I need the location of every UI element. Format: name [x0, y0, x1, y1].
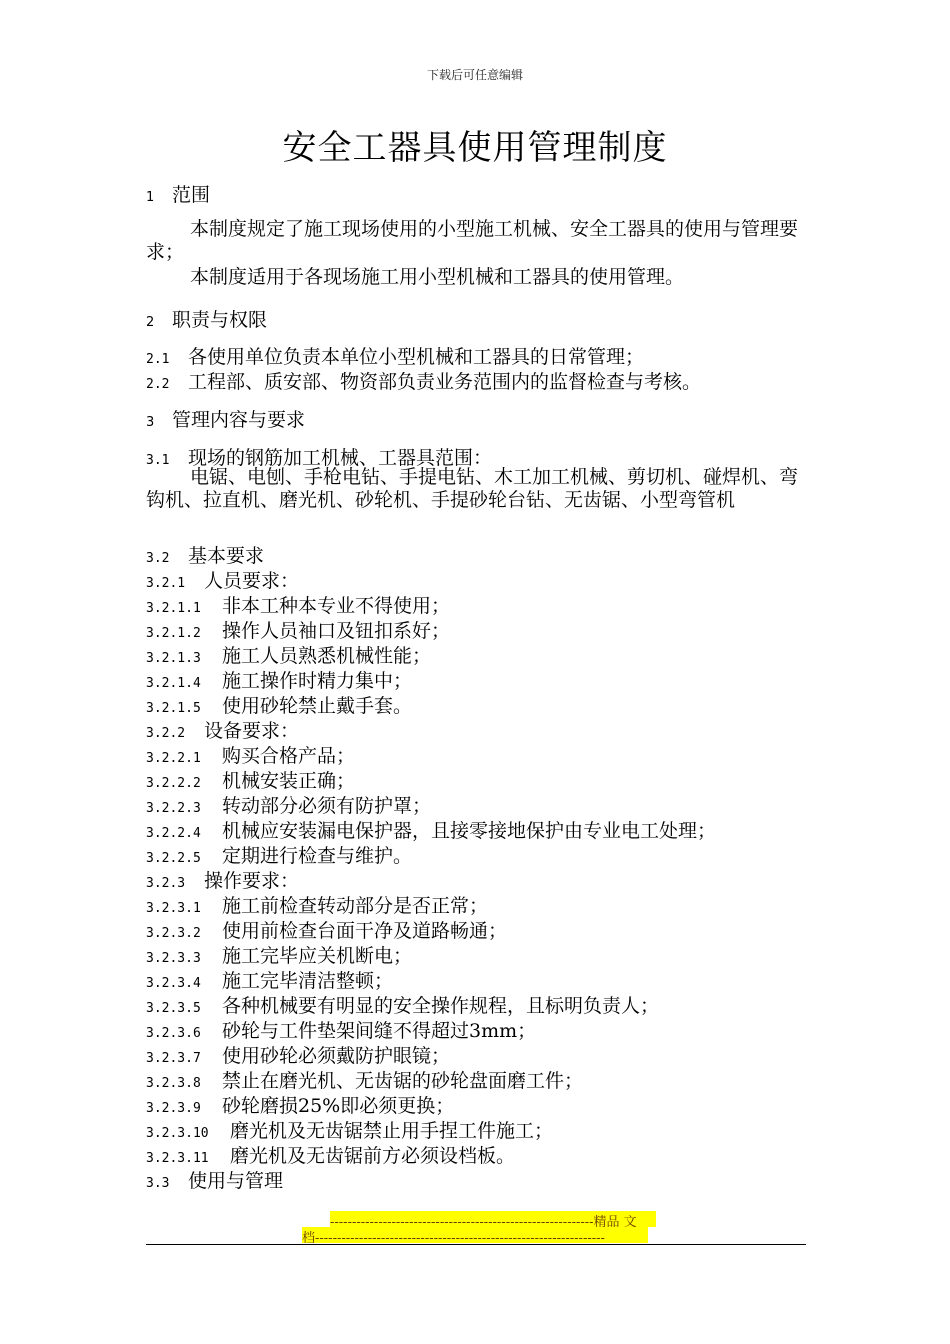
item-number: 3.2.2: [146, 726, 186, 741]
item-text: 操作人员袖口及钮扣系好；: [222, 620, 451, 642]
footer-rule: [146, 1244, 806, 1245]
item-text: 操作要求：: [204, 870, 300, 892]
item-number: 3.2.2.3: [146, 801, 201, 816]
section-2-heading: [146, 305, 267, 332]
section-1-paragraph-1: 本制度规定了施工现场使用的小型施工机械、安全工器具的使用与管理要求；: [146, 218, 799, 263]
document-title: 安全工器具使用管理制度: [282, 128, 668, 168]
section-title: 管理内容与要求: [172, 409, 306, 431]
item-text: 使用前检查台面干净及道路畅通；: [222, 920, 508, 942]
footer-highlight-line-2: 档------------------------------------------------------------------: [302, 1227, 648, 1243]
item-number: 3.2.3.5: [146, 1001, 201, 1016]
item-text: 施工人员熟悉机械性能；: [222, 645, 432, 667]
list-item: [146, 1016, 536, 1043]
item-text: 施工完毕清洁整顿；: [222, 970, 394, 992]
section-title: 职责与权限: [172, 309, 268, 331]
item-number: 3.2.3.8: [146, 1076, 201, 1091]
subsection-3-2-3-heading: [146, 866, 299, 893]
list-item: [146, 791, 431, 818]
list-item: [146, 991, 659, 1018]
item-number: 3.2: [146, 551, 170, 566]
section-number: 2: [146, 315, 155, 330]
section-number: 1: [146, 190, 155, 205]
item-text: 使用砂轮禁止戴手套。: [222, 695, 413, 717]
list-item: [146, 1041, 450, 1068]
item-text: 施工前检查转动部分是否正常；: [222, 895, 489, 917]
item-text: 定期进行检查与维护。: [222, 845, 413, 867]
section-3-heading: [146, 405, 305, 432]
item-text: 磨光机及无齿锯禁止用手捏工件施工；: [230, 1120, 554, 1142]
item-number: 3.2.3.3: [146, 951, 201, 966]
footer-highlight-line-1: ------------------------------------------------------------精品 文: [330, 1211, 656, 1227]
list-item: [146, 966, 393, 993]
subsection-3-2-heading: [146, 541, 264, 568]
item-number: 3.2.1: [146, 576, 186, 591]
list-item: [146, 841, 412, 868]
section-1-paragraph-2: 本制度适用于各现场施工用小型机械和工器具的使用管理。: [190, 266, 685, 288]
page-header-note: 下载后可任意编辑: [426, 68, 523, 82]
item-number: 3.2.1.1: [146, 601, 201, 616]
list-item: [146, 616, 450, 643]
item-text: 砂轮与工件垫架间缝不得超过3mm；: [222, 1020, 537, 1042]
list-item: [146, 916, 507, 943]
item-text: 机械安装正确；: [222, 770, 356, 792]
item-text: 购买合格产品；: [222, 745, 356, 767]
section-1-heading: [146, 180, 210, 207]
item-text: 砂轮磨损25%即必须更换；: [222, 1095, 455, 1117]
item-number: 2.2: [146, 377, 170, 392]
item-number: 3.2.1.3: [146, 651, 201, 666]
item-number: 3.2.1.2: [146, 626, 201, 641]
item-text: 现场的钢筋加工机械、工器具范围：: [188, 447, 493, 469]
item-number: 3.3: [146, 1176, 170, 1191]
item-number: 3.2.2.2: [146, 776, 201, 791]
item-text: 使用与管理: [188, 1170, 284, 1192]
item-text: 使用砂轮必须戴防护眼镜；: [222, 1045, 451, 1067]
list-item: [146, 367, 701, 394]
item-text: 磨光机及无齿锯前方必须设档板。: [230, 1145, 516, 1167]
list-item: [146, 641, 431, 668]
item-number: 3.1: [146, 453, 170, 468]
item-number: 3.2.3.11: [146, 1151, 209, 1166]
item-text: 施工操作时精力集中；: [222, 670, 413, 692]
item-number: 3.2.3.4: [146, 976, 201, 991]
item-text: 各种机械要有明显的安全操作规程，且标明负责人；: [222, 995, 660, 1017]
item-text: 机械应安装漏电保护器，且接零接地保护由专业电工处理；: [222, 820, 717, 842]
subsection-3-3-heading: [146, 1166, 283, 1193]
item-number: 3.2.3.9: [146, 1101, 201, 1116]
item-number: 3.2.2.1: [146, 751, 201, 766]
item-number: 3.2.3.2: [146, 926, 201, 941]
item-text: 转动部分必须有防护罩；: [222, 795, 432, 817]
list-item: [146, 591, 450, 618]
list-item: [146, 941, 412, 968]
list-item: [146, 741, 355, 768]
item-text: 设备要求：: [204, 720, 300, 742]
item-number: 3.2.2.5: [146, 851, 201, 866]
item-text: 禁止在磨光机、无齿锯的砂轮盘面磨工件；: [222, 1070, 584, 1092]
subsection-3-2-1-heading: [146, 566, 299, 593]
item-number: 3.2.1.5: [146, 701, 201, 716]
list-item: [146, 891, 488, 918]
item-text: 各使用单位负责本单位小型机械和工器具的日常管理；: [188, 346, 645, 368]
list-item: [146, 816, 716, 843]
item-text: 基本要求: [188, 545, 265, 567]
section-title: 范围: [172, 184, 211, 206]
item-number: 3.2.3: [146, 876, 186, 891]
list-item: [146, 1116, 553, 1143]
item-number: 3.2.3.7: [146, 1051, 201, 1066]
list-item: [146, 691, 412, 718]
item-number: 3.2.3.6: [146, 1026, 201, 1041]
item-number: 3.2.3.10: [146, 1126, 209, 1141]
subsection-3-1-body: 电锯、电刨、手枪电钻、手提电钻、木工加工机械、剪切机、碰焊机、弯钩机、拉直机、磨光机、砂轮机、手提砂轮台钻、无齿锯、小型弯管机: [146, 466, 799, 511]
subsection-3-2-2-heading: [146, 716, 299, 743]
list-item: [146, 1141, 515, 1168]
item-text: 人员要求：: [204, 570, 300, 592]
list-item: [146, 1066, 583, 1093]
list-item: [146, 342, 644, 369]
item-number: 2.1: [146, 352, 170, 367]
item-number: 3.2.1.4: [146, 676, 201, 691]
list-item: [146, 766, 355, 793]
item-text: 工程部、质安部、物资部负责业务范围内的监督检查与考核。: [188, 371, 702, 393]
item-text: 施工完毕应关机断电；: [222, 945, 413, 967]
section-number: 3: [146, 415, 155, 430]
item-number: 3.2.2.4: [146, 826, 201, 841]
list-item: [146, 1091, 454, 1118]
list-item: [146, 666, 412, 693]
item-number: 3.2.3.1: [146, 901, 201, 916]
item-text: 非本工种本专业不得使用；: [222, 595, 451, 617]
